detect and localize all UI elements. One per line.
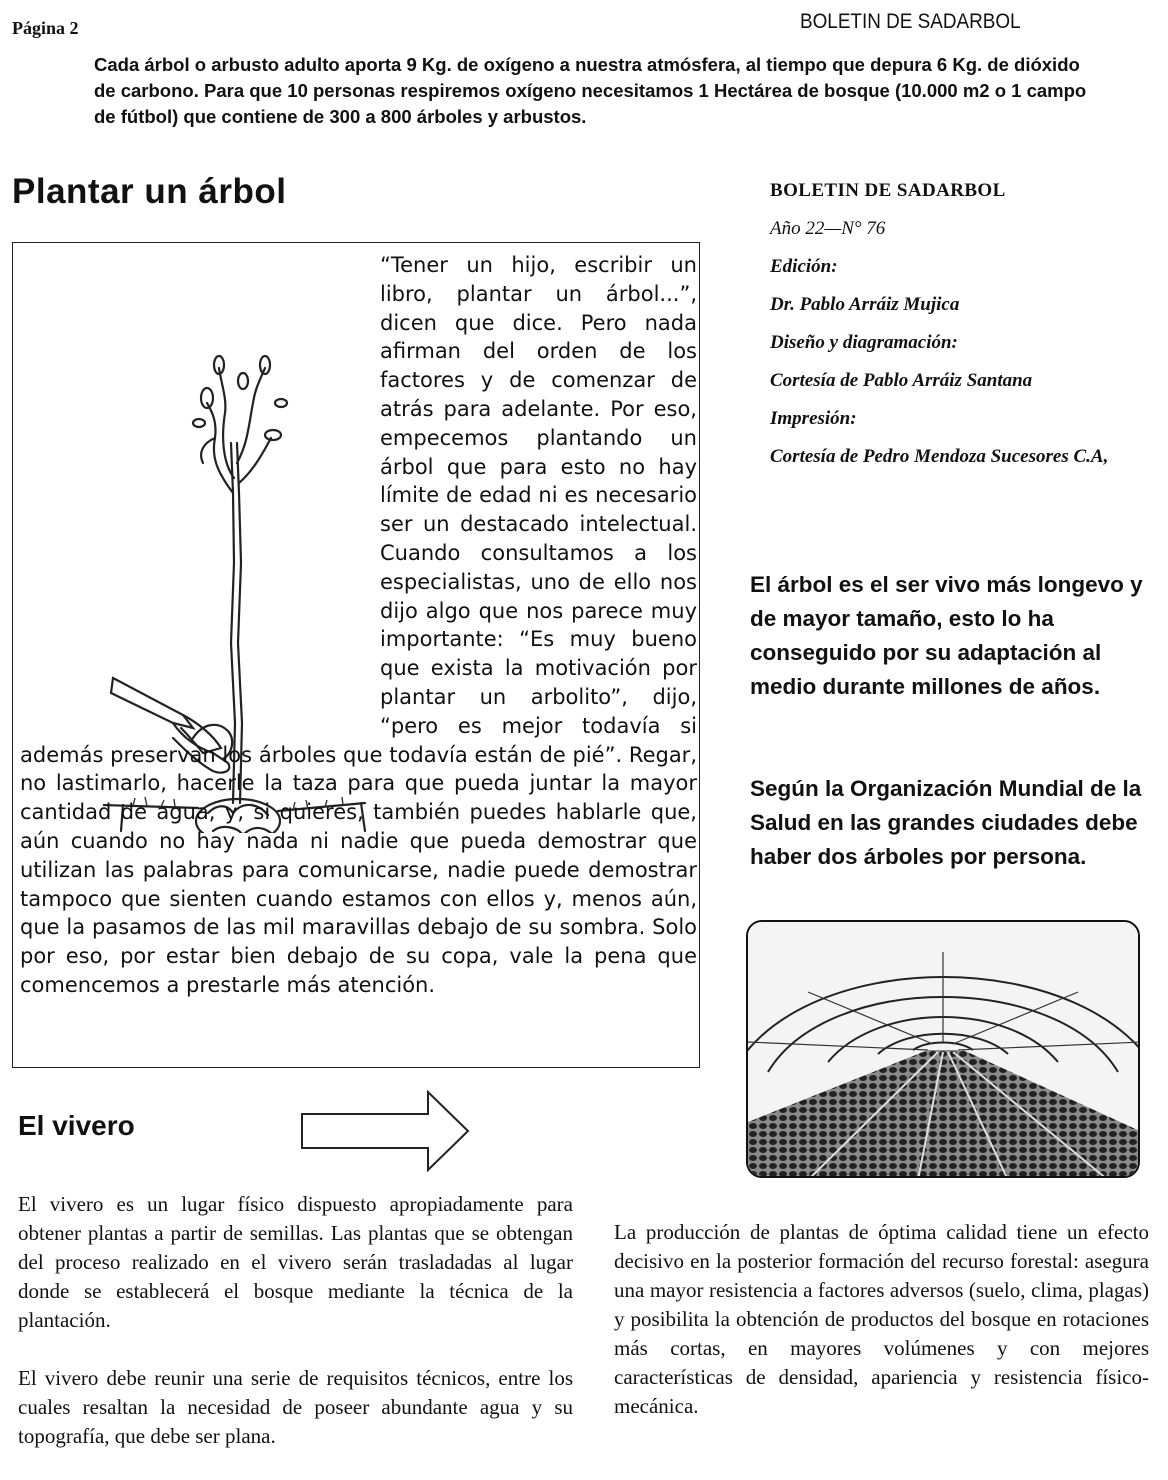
masthead — [770, 172, 1150, 467]
masthead-design-label: Diseño y diagramación: — [770, 332, 958, 353]
article-body-text: “Tener un hijo, escribir un libro, plantar un árbol...”, dicen que dice. Pero nada afirman del orden de los factores y de comenzar de atrás para adelante. Por eso, empecemos plantando un árbol que para esto no hay límite de edad ni es necesario ser un destacado intelectual. Cuando consultamos a los especialistas, uno de ello nos dijo algo que nos parece muy importante: “Es muy bueno que exista la motivación por plantar un arbolito”, dijo, “pero es mejor todavía si además preservan los árboles que todavía están de pié”. Regar, no lastimarlo, hacerle la taza para que pueda juntar la mayor cantidad de agua, y, si quieres, también puedes hablarle que, aún cuando no hay nada ni nadie que pueda demostrar que utilizan las palabras para comunicarse, nadie puede demostrar tampoco que sienten cuando estamos con ellos y, menos aún, que la pasamos de las mil maravillas debajo de su sombra. Solo por eso, por estar bien debajo de su copa, vale la pena que comencemos a prestarle más atención. — [20, 253, 697, 997]
masthead-edition-value: Dr. Pablo Arráiz Mujica — [770, 294, 960, 315]
masthead-print-label: Impresión: — [770, 408, 857, 429]
masthead-title: BOLETIN DE SADARBOL — [770, 180, 1006, 201]
page-label: Página 2 — [12, 18, 79, 38]
vivero-paragraph-2: El vivero debe reunir una serie de requisitos técnicos, entre los cuales resaltan la necesidad de poseer abundante agua y su topografía, que debe ser plana. — [18, 1366, 573, 1448]
article-body — [20, 251, 697, 1000]
masthead-issue: Año 22—N° 76 — [770, 218, 886, 239]
masthead-design-value: Cortesía de Pablo Arráiz Santana — [770, 370, 1033, 391]
vivero-title: El vivero — [18, 1110, 135, 1141]
fact-who: Según la Organización Mundial de la Salud en las grandes ciudades debe haber dos árboles por persona. — [750, 776, 1142, 869]
vivero-paragraph-3: La producción de plantas de óptima calidad tiene un efecto decisivo en la posterior formación del recurso forestal: asegura una mayor resistencia a factores adversos (suelo, clima, plagas) y posibilita la obtención de productos del bosque en rotaciones más cortas, en mayores volúmenes y con mejores características de densidad, apariencia y resistencia físico-mecánica. — [614, 1220, 1149, 1418]
arrow-right-icon — [300, 1090, 472, 1172]
article-box — [12, 242, 700, 1068]
masthead-print-value: Cortesía de Pedro Mendoza Sucesores C.A, — [770, 446, 1109, 467]
vivero-paragraph-1: El vivero es un lugar físico dispuesto apropiadamente para obtener plantas a partir de semillas. Las plantas que se obtengan del proceso realizado en el vivero serán trasladadas al lugar donde se establecerá el bosque mediante la técnica de la plantación. — [18, 1192, 573, 1332]
vivero-column-left — [18, 1190, 573, 1480]
intro-text: Cada árbol o arbusto adulto aporta 9 Kg. de oxígeno a nuestra atmósfera, al tiempo que depura 6 Kg. de dióxido de carbono. Para que 10 personas respiremos oxígeno necesitamos 1 Hectárea de bosque (10.000 m2 o 1 campo de fútbol) que contiene de 300 a 800 árboles y arbustos. — [94, 54, 1087, 127]
masthead-edition-label: Edición: — [770, 256, 838, 277]
greenhouse-nursery-photo — [746, 920, 1140, 1178]
vivero-column-right — [614, 1218, 1149, 1450]
article-title: Plantar un árbol — [12, 172, 287, 211]
fact-longevity: El árbol es el ser vivo más longevo y de mayor tamaño, esto lo ha conseguido por su adaptación al medio durante millones de años. — [750, 572, 1143, 699]
newsletter-header: BOLETIN DE SADARBOL — [800, 10, 1021, 33]
